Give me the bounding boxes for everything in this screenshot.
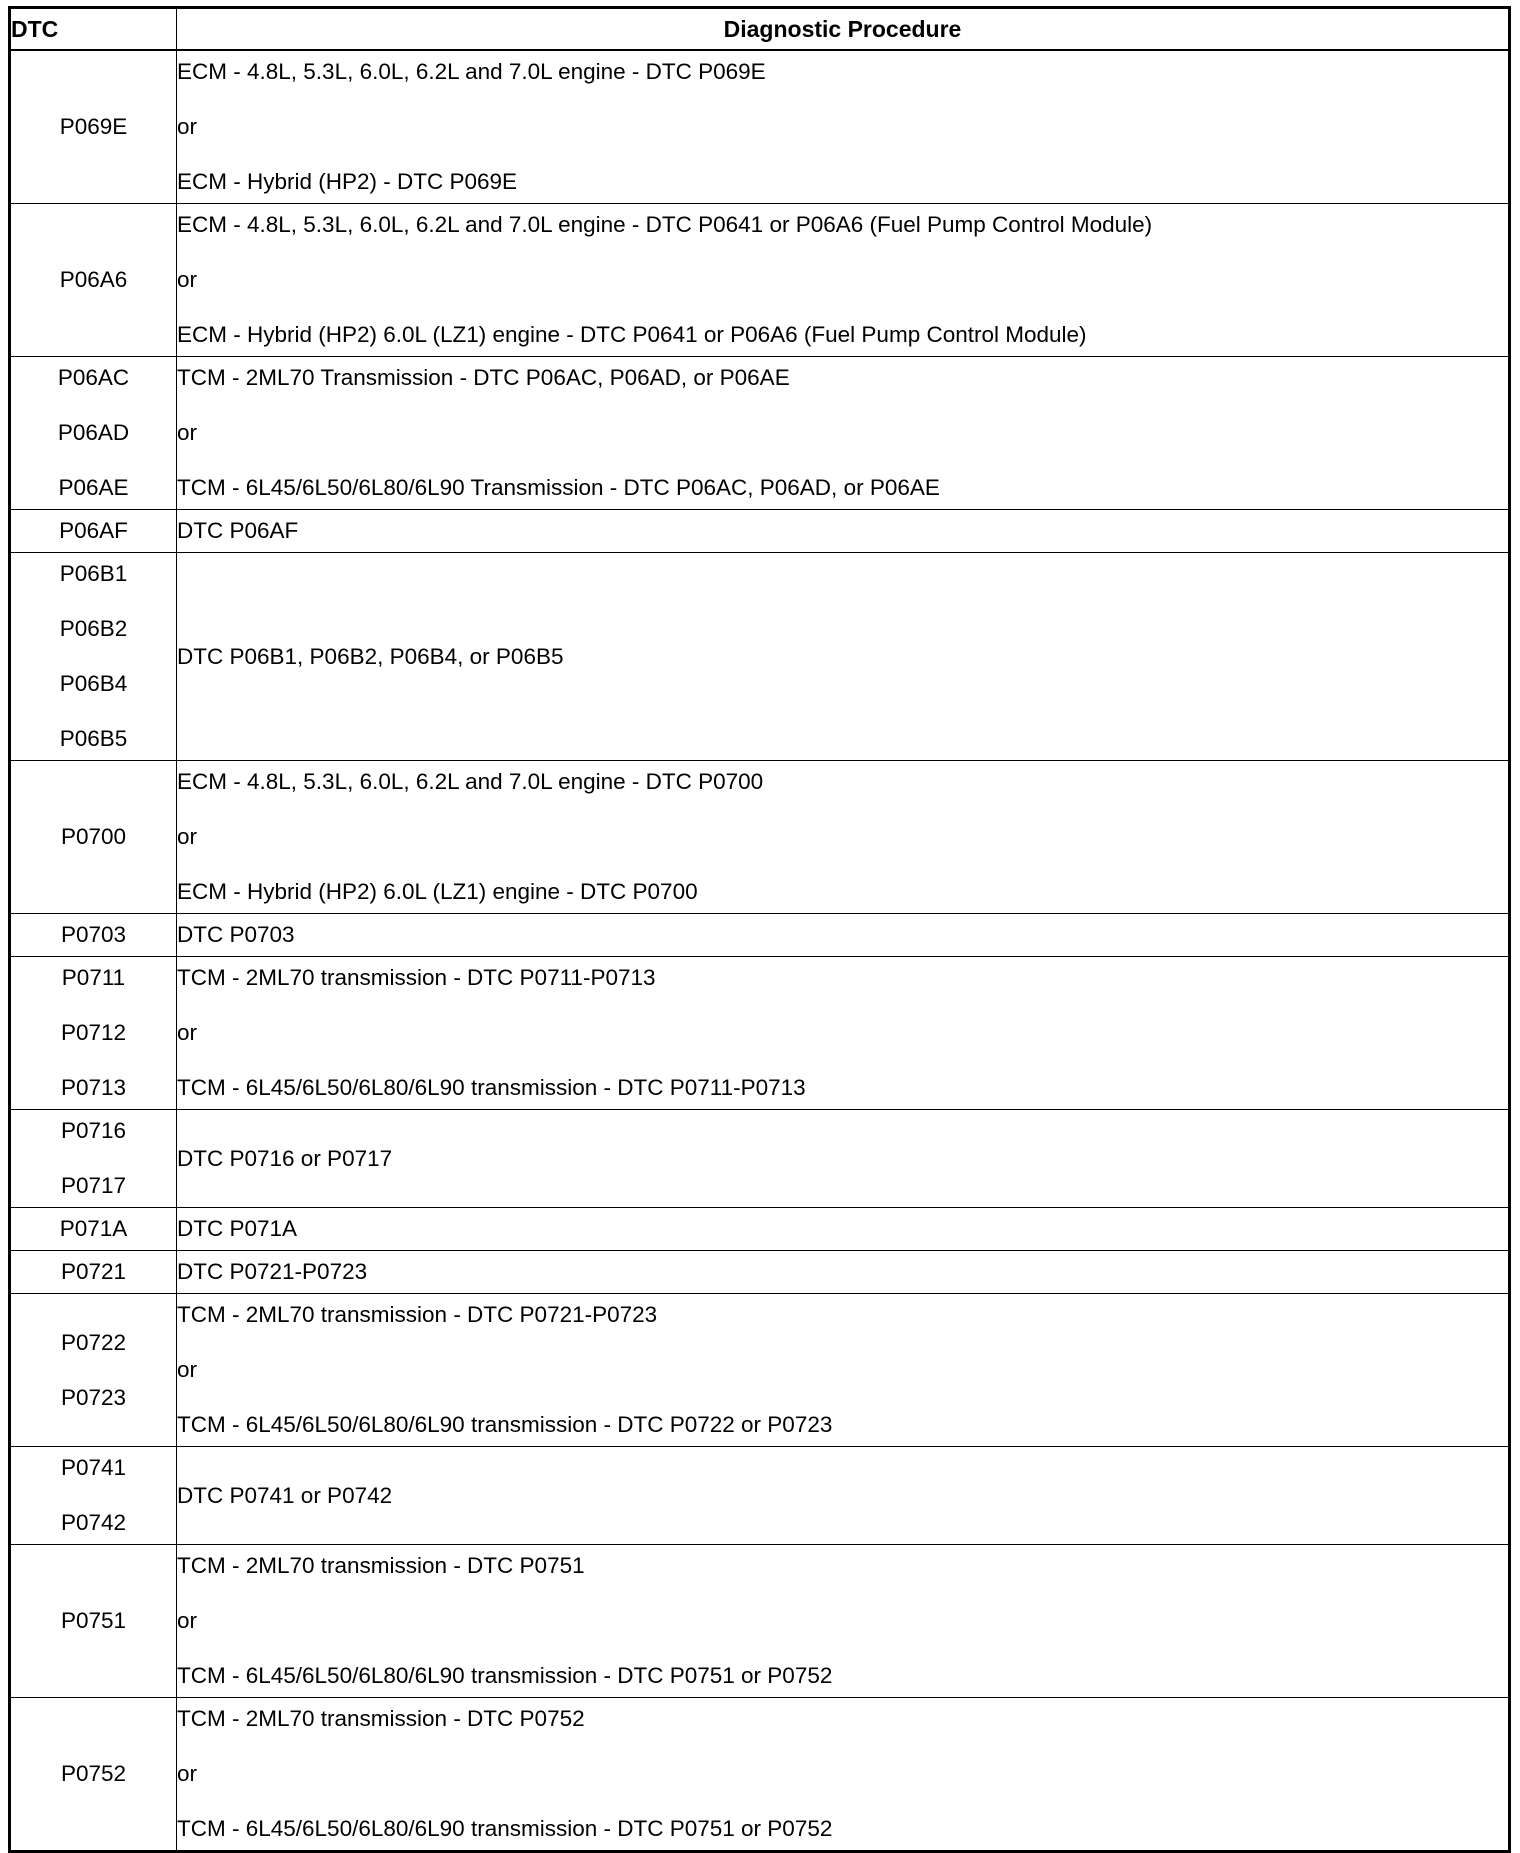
table-row bbox=[10, 553, 1510, 761]
procedure-line: TCM - 2ML70 transmission - DTC P0721-P0723 bbox=[177, 1302, 658, 1327]
dtc-cell bbox=[10, 1545, 177, 1698]
table-row bbox=[10, 1698, 1510, 1852]
dtc-code: P0711 bbox=[61, 965, 126, 990]
dtc-column-header: DTC bbox=[10, 8, 177, 51]
dtc-code: P0723 bbox=[60, 1384, 127, 1410]
procedure-line: ECM - 4.8L, 5.3L, 6.0L, 6.2L and 7.0L engine - DTC P0700 bbox=[177, 769, 764, 794]
dtc-code: P0712 bbox=[60, 1020, 127, 1045]
procedure-cell bbox=[177, 204, 1510, 357]
dtc-cell bbox=[10, 1251, 177, 1294]
procedure-cell bbox=[177, 1251, 1510, 1294]
procedure-line: TCM - 6L45/6L50/6L80/6L90 transmission - DTC P0722 or P0723 bbox=[177, 1412, 833, 1437]
dtc-cell bbox=[10, 1110, 177, 1208]
dtc-code: P0717 bbox=[60, 1173, 127, 1198]
dtc-code: P0716 bbox=[60, 1118, 127, 1143]
procedure-line: ECM - Hybrid (HP2) 6.0L (LZ1) engine - DTC P0700 bbox=[177, 879, 698, 904]
dtc-cell bbox=[10, 957, 177, 1110]
dtc-code: P06AC bbox=[57, 365, 130, 390]
dtc-cell bbox=[10, 914, 177, 957]
dtc-code: P06A6 bbox=[59, 267, 128, 292]
procedure-cell bbox=[177, 357, 1510, 510]
dtc-code: P06AD bbox=[57, 420, 130, 445]
table-row bbox=[10, 1208, 1510, 1251]
procedure-line: DTC P06AF bbox=[177, 518, 299, 543]
procedure-cell bbox=[177, 1447, 1510, 1545]
procedure-line: or bbox=[177, 824, 198, 849]
table-body bbox=[10, 50, 1510, 1852]
procedure-line: DTC P06B1, P06B2, P06B4, or P06B5 bbox=[177, 643, 564, 669]
table-row bbox=[10, 510, 1510, 553]
dtc-code: P0752 bbox=[60, 1761, 127, 1786]
procedure-cell bbox=[177, 1110, 1510, 1208]
procedure-line: TCM - 6L45/6L50/6L80/6L90 transmission - DTC P0711-P0713 bbox=[177, 1075, 806, 1100]
dtc-code: P0741 bbox=[60, 1455, 127, 1480]
dtc-cell bbox=[10, 761, 177, 914]
dtc-code: P0751 bbox=[60, 1608, 127, 1633]
dtc-cell bbox=[10, 1698, 177, 1852]
procedure-line: ECM - 4.8L, 5.3L, 6.0L, 6.2L and 7.0L engine - DTC P069E bbox=[177, 59, 766, 84]
dtc-code: P06AF bbox=[59, 518, 128, 543]
table-row bbox=[10, 1294, 1510, 1447]
table-row bbox=[10, 50, 1510, 204]
procedure-line: DTC P0716 or P0717 bbox=[177, 1145, 393, 1171]
procedure-cell bbox=[177, 510, 1510, 553]
dtc-cell bbox=[10, 1447, 177, 1545]
procedure-line: ECM - 4.8L, 5.3L, 6.0L, 6.2L and 7.0L engine - DTC P0641 or P06A6 (Fuel Pump Control Module) bbox=[177, 212, 1153, 237]
procedure-line: DTC P071A bbox=[177, 1216, 298, 1241]
procedure-line: TCM - 2ML70 transmission - DTC P0752 bbox=[177, 1706, 585, 1731]
procedure-line: DTC P0741 or P0742 bbox=[177, 1482, 393, 1508]
dtc-code: P0721 bbox=[60, 1259, 127, 1284]
procedure-cell bbox=[177, 553, 1510, 761]
procedure-line: or bbox=[177, 1608, 198, 1633]
procedure-line: TCM - 2ML70 Transmission - DTC P06AC, P06AD, or P06AE bbox=[177, 365, 790, 390]
procedure-line: or bbox=[177, 267, 198, 292]
procedure-line: or bbox=[177, 1357, 198, 1382]
table-row bbox=[10, 1447, 1510, 1545]
dtc-code: P0742 bbox=[60, 1510, 127, 1535]
table-header-row bbox=[10, 8, 1510, 51]
procedure-cell bbox=[177, 1545, 1510, 1698]
procedure-line: ECM - Hybrid (HP2) 6.0L (LZ1) engine - DTC P0641 or P06A6 (Fuel Pump Control Module) bbox=[177, 322, 1087, 347]
dtc-cell bbox=[10, 510, 177, 553]
dtc-cell bbox=[10, 553, 177, 761]
table-row bbox=[10, 357, 1510, 510]
dtc-cell bbox=[10, 204, 177, 357]
procedure-line: TCM - 6L45/6L50/6L80/6L90 transmission - DTC P0751 or P0752 bbox=[177, 1816, 833, 1841]
table-row bbox=[10, 1251, 1510, 1294]
table-row bbox=[10, 761, 1510, 914]
dtc-code: P0722 bbox=[60, 1329, 127, 1355]
table-row bbox=[10, 1110, 1510, 1208]
dtc-code: P06AE bbox=[58, 475, 129, 500]
dtc-code: P06B5 bbox=[59, 726, 128, 751]
procedure-line: ECM - Hybrid (HP2) - DTC P069E bbox=[177, 169, 518, 194]
table-row bbox=[10, 914, 1510, 957]
procedure-line: or bbox=[177, 114, 198, 139]
procedure-line: DTC P0703 bbox=[177, 922, 295, 947]
procedure-cell bbox=[177, 1294, 1510, 1447]
dtc-code: P0703 bbox=[60, 922, 127, 947]
procedure-line: TCM - 2ML70 transmission - DTC P0711-P0713 bbox=[177, 965, 656, 990]
dtc-cell bbox=[10, 1294, 177, 1447]
dtc-code: P0700 bbox=[60, 824, 127, 849]
dtc-code: P06B1 bbox=[59, 561, 128, 586]
table-row bbox=[10, 204, 1510, 357]
dtc-code: P069E bbox=[59, 114, 128, 139]
dtc-code: P0713 bbox=[60, 1075, 127, 1100]
procedure-cell bbox=[177, 914, 1510, 957]
procedure-line: DTC P0721-P0723 bbox=[177, 1259, 368, 1284]
procedure-cell bbox=[177, 1698, 1510, 1852]
dtc-cell bbox=[10, 1208, 177, 1251]
table-row bbox=[10, 957, 1510, 1110]
procedure-line: TCM - 2ML70 transmission - DTC P0751 bbox=[177, 1553, 585, 1578]
procedure-cell bbox=[177, 50, 1510, 204]
procedure-line: or bbox=[177, 420, 198, 445]
dtc-code: P06B2 bbox=[59, 616, 128, 641]
table-row bbox=[10, 1545, 1510, 1698]
dtc-cell bbox=[10, 50, 177, 204]
procedure-line: or bbox=[177, 1761, 198, 1786]
procedure-line: TCM - 6L45/6L50/6L80/6L90 Transmission - DTC P06AC, P06AD, or P06AE bbox=[177, 475, 940, 500]
dtc-code: P071A bbox=[59, 1216, 128, 1241]
procedure-column-header: Diagnostic Procedure bbox=[177, 8, 1510, 51]
procedure-cell bbox=[177, 957, 1510, 1110]
dtc-table bbox=[8, 6, 1511, 1853]
dtc-code: P06B4 bbox=[59, 671, 128, 696]
procedure-line: TCM - 6L45/6L50/6L80/6L90 transmission - DTC P0751 or P0752 bbox=[177, 1663, 833, 1688]
dtc-cell bbox=[10, 357, 177, 510]
procedure-line: or bbox=[177, 1020, 198, 1045]
procedure-cell bbox=[177, 1208, 1510, 1251]
procedure-cell bbox=[177, 761, 1510, 914]
